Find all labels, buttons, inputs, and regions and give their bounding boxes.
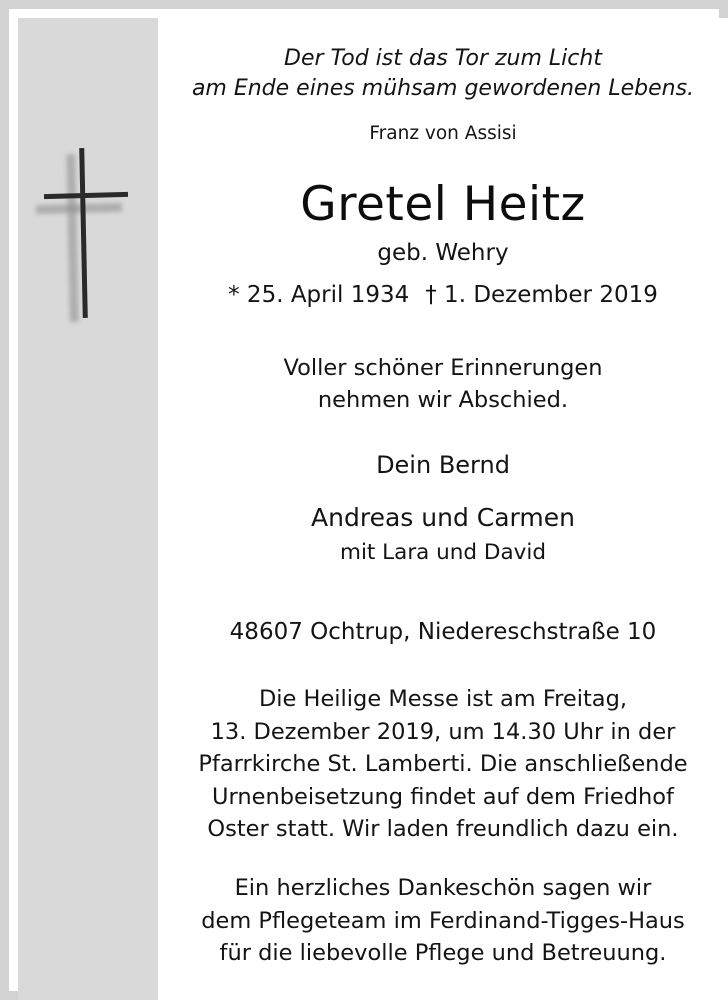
service-line-1: Die Heilige Messe ist am Freitag, [258, 685, 628, 712]
cross-horizontal-bar [44, 192, 128, 199]
thanks-note [176, 872, 710, 970]
cross-horizontal-shadow [36, 203, 122, 214]
cross-vertical-bar [79, 148, 88, 318]
service-line-5: Oster statt. Wir laden freundlich dazu ein. [207, 816, 679, 843]
memory-line-2: nehmen wir Abschied. [317, 387, 569, 414]
deceased-maiden-name: geb. Wehry [377, 239, 509, 266]
service-line-4: Urnenbeisetzung findet auf dem Friedhof [212, 783, 674, 810]
obituary-content [158, 18, 728, 1000]
survivor-primary: Dein Bernd [376, 450, 510, 479]
birth-date: * 25. April 1934 [228, 281, 410, 308]
survivor-secondary: Andreas und Carmen [311, 502, 575, 532]
service-line-3: Pfarrkirche St. Lamberti. Die anschließende [198, 751, 688, 778]
thanks-line-1: Ein herzliches Dankeschön sagen wir [234, 875, 652, 902]
service-line-2: 13. Dezember 2019, um 14.30 Uhr in der [210, 718, 676, 745]
obituary-inner [18, 18, 728, 1000]
deceased-name: Gretel Heitz [300, 177, 586, 233]
thanks-line-3: für die liebevolle Pflege und Betreuung. [219, 940, 667, 967]
memory-line-1: Voller schöner Erinnerungen [283, 354, 603, 381]
deceased-dates [176, 282, 710, 308]
quote-block [176, 44, 710, 103]
memory-text [176, 352, 710, 417]
address-line: 48607 Ochtrup, Niedereschstraße 10 [229, 618, 657, 645]
christian-cross-icon [32, 148, 142, 338]
survivor-tertiary: mit Lara und David [340, 539, 546, 565]
death-date: † 1. Dezember 2019 [425, 281, 658, 308]
service-details [176, 683, 710, 846]
thanks-line-2: dem Pflegeteam im Ferdinand-Tigges-Haus [201, 907, 685, 934]
decorative-side-band [18, 18, 158, 1000]
quote-line-2: am Ende eines mühsam gewordenen Lebens. [191, 75, 695, 101]
cross-vertical-shadow [66, 154, 79, 322]
quote-author: Franz von Assisi [369, 123, 517, 145]
quote-line-1: Der Tod ist das Tor zum Licht [284, 46, 602, 71]
